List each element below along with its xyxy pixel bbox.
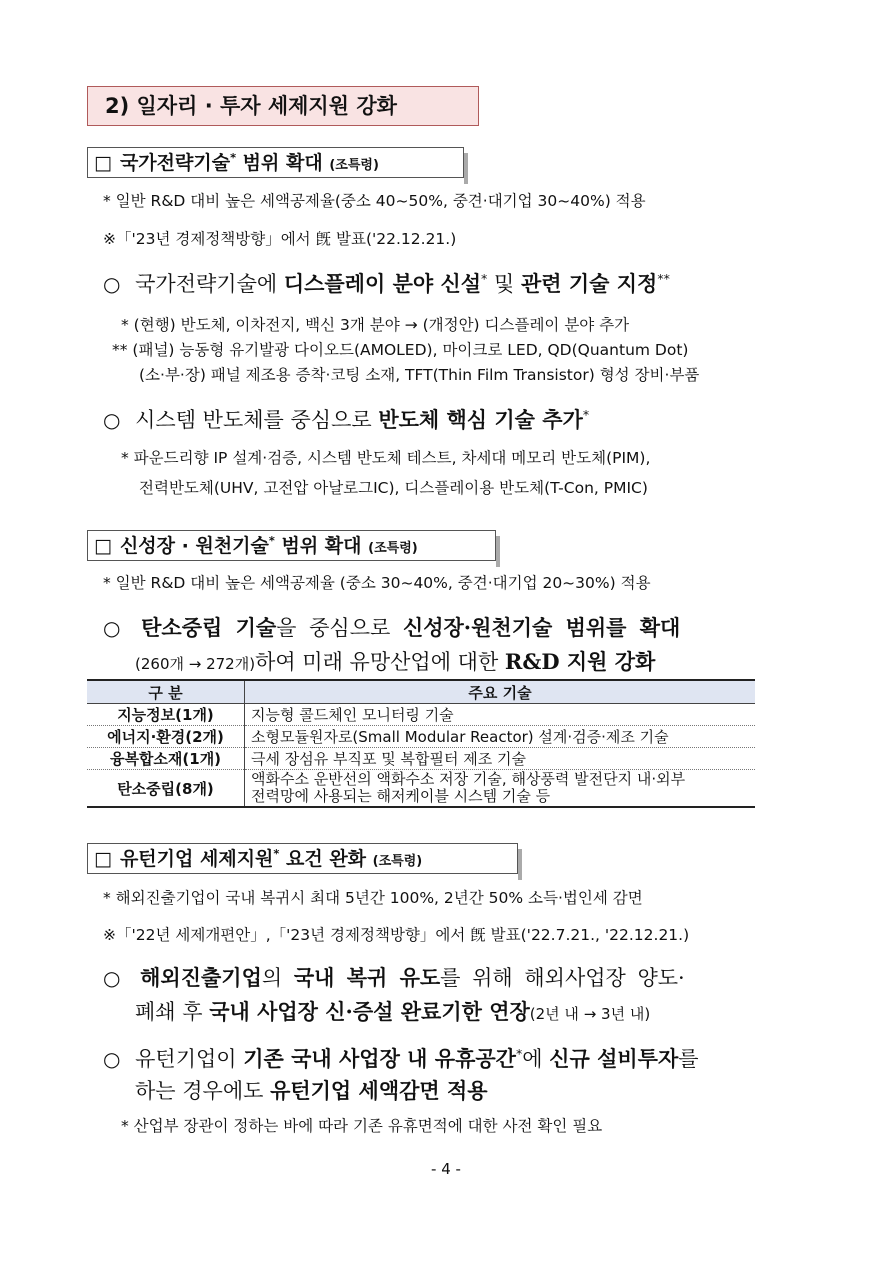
table-header-row [87, 680, 755, 704]
table-row [87, 770, 755, 808]
circle-bullet-icon: ○ [103, 408, 121, 432]
page-number: - 4 - [431, 1160, 461, 1178]
checkbox-square-icon: □ [94, 848, 112, 870]
s1-bullet-2: ○ 시스템 반도체를 중심으로 반도체 핵심 기술 추가* [103, 407, 590, 432]
table-row [87, 726, 755, 748]
s1-note-2: ※「'23년 경제정책방향」에서 旣 발표('22.12.21.) [103, 230, 457, 248]
circle-bullet-icon: ○ [103, 1047, 121, 1071]
section-tag: (조특령) [372, 854, 423, 869]
page-title-box [87, 86, 479, 126]
table-cell-category: 지능정보(1개) [87, 704, 245, 726]
s2-note-1: * 일반 R&D 대비 높은 세액공제율 (중소 30~40%, 중견·대기업 20~30%) 적용 [103, 574, 651, 592]
s3-bullet-1: ○ 해외진출기업의 국내 복귀 유도를 위해 해외사업장 양도· [103, 965, 685, 990]
s1-bullet-1-note-3: (소·부·장) 패널 제조용 증착·코팅 소재, TFT(Thin Film Transistor) 형성 장비·부품 [139, 366, 700, 384]
tech-table [87, 679, 755, 808]
section-heading-reshoring-tax: □ 유턴기업 세제지원* 요건 완화 (조특령) [87, 843, 518, 874]
section-tag: (조특령) [368, 541, 418, 556]
table-cell-tech: 지능형 콜드체인 모니터링 기술 [245, 704, 756, 726]
table-cell-category: 탄소중립(8개) [87, 770, 245, 808]
s3-bullet-2-note-1: * 산업부 장관이 정하는 바에 따라 기존 유휴면적에 대한 사전 확인 필요 [121, 1117, 603, 1135]
s3-bullet-2: ○ 유턴기업이 기존 국내 사업장 내 유휴공간*에 신규 설비투자를 [103, 1046, 699, 1071]
page-title: 2) 일자리 · 투자 세제지원 강화 [105, 94, 397, 118]
checkbox-square-icon: □ [94, 152, 112, 174]
s2-bullet-1-line-2: (260개 → 272개)하여 미래 유망산업에 대한 R&D 지원 강화 [135, 649, 656, 674]
table-header-category: 구 분 [87, 680, 245, 704]
s3-bullet-1-line-2: 폐쇄 후 국내 사업장 신·증설 완료기한 연장(2년 내 → 3년 내) [135, 999, 651, 1024]
s1-bullet-1-note-2: ** (패널) 능동형 유기발광 다이오드(AMOLED), 마이크로 LED, QD(Quantum Dot) [112, 341, 689, 359]
checkbox-square-icon: □ [94, 535, 112, 557]
table-header-tech: 주요 기술 [245, 680, 756, 704]
table-row [87, 704, 755, 726]
circle-bullet-icon: ○ [103, 966, 121, 990]
s1-bullet-2-note-2: 전력반도체(UHV, 고전압 아날로그IC), 디스플레이용 반도체(T-Con, PMIC) [139, 479, 648, 497]
s1-bullet-1-note-1: * (현행) 반도체, 이차전지, 백신 3개 분야 → (개정안) 디스플레이 분야 추가 [121, 316, 630, 334]
section-tag: (조특령) [329, 158, 379, 173]
circle-bullet-icon: ○ [103, 272, 121, 296]
s3-note-2: ※「'22년 세제개편안」,「'23년 경제정책방향」에서 旣 발표('22.7.21., '22.12.21.) [103, 926, 690, 944]
table-cell-tech: 소형모듈원자로(Small Modular Reactor) 설계·검증·제조 기술 [245, 726, 756, 748]
table-cell-category: 융복합소재(1개) [87, 748, 245, 770]
s1-bullet-1: ○ 국가전략기술에 디스플레이 분야 신설* 및 관련 기술 지정** [103, 271, 670, 296]
section-heading-new-growth-tech: □ 신성장 · 원천기술* 범위 확대 (조특령) [87, 530, 496, 561]
s3-bullet-2-line-2: 하는 경우에도 유턴기업 세액감면 적용 [135, 1078, 488, 1103]
s1-bullet-2-note-1: * 파운드리향 IP 설계·검증, 시스템 반도체 테스트, 차세대 메모리 반도체(PIM), [121, 449, 651, 467]
s1-note-1: * 일반 R&D 대비 높은 세액공제율(중소 40~50%, 중견·대기업 30~40%) 적용 [103, 192, 646, 210]
s3-note-1: * 해외진출기업이 국내 복귀시 최대 5년간 100%, 2년간 50% 소득·법인세 감면 [103, 889, 643, 907]
table-cell-tech: 극세 장섬유 부직포 및 복합필터 제조 기술 [245, 748, 756, 770]
section-heading-national-strategic-tech: □ 국가전략기술* 범위 확대 (조특령) [87, 147, 464, 178]
table-row [87, 748, 755, 770]
table-cell-category: 에너지·환경(2개) [87, 726, 245, 748]
circle-bullet-icon: ○ [103, 616, 121, 640]
table-cell-tech: 액화수소 운반선의 액화수소 저장 기술, 해상풍력 발전단지 내·외부 전력망에 사용되는 해저케이블 시스템 기술 등 [245, 770, 756, 808]
s2-bullet-1: ○ 탄소중립 기술을 중심으로 신성장·원천기술 범위를 확대 [103, 615, 681, 640]
